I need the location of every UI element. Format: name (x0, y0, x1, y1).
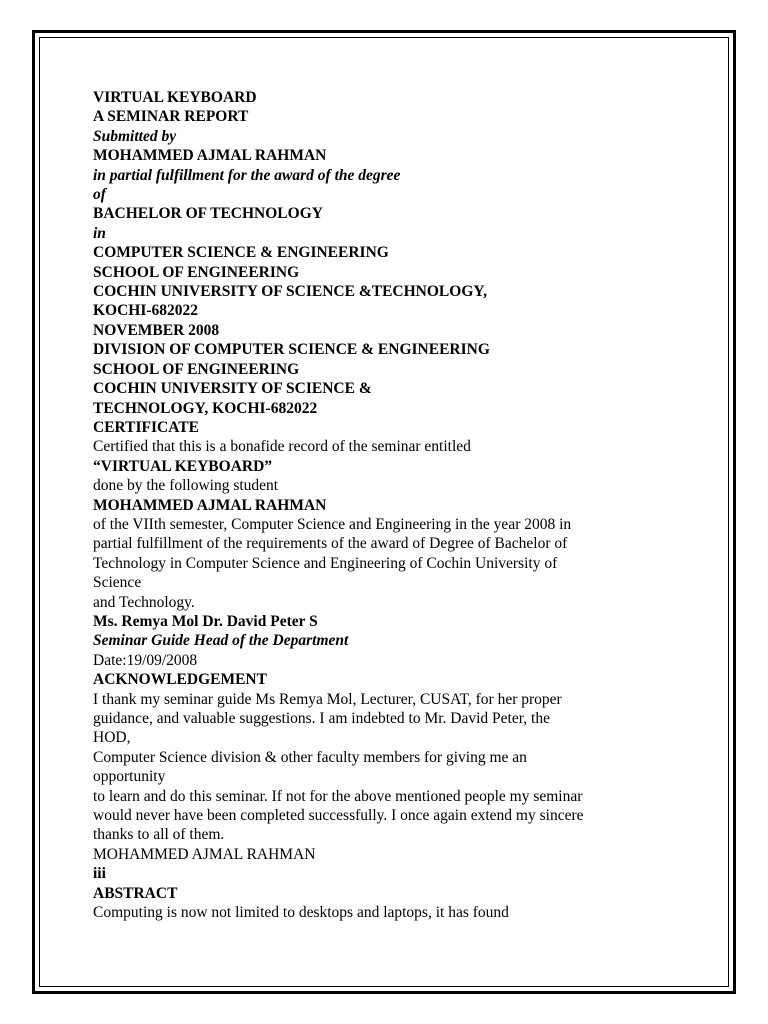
university-line-2: KOCHI-682022 (93, 302, 199, 320)
fulfillment-line: in partial fulfillment for the award of the degree (93, 166, 401, 184)
university2-line-1: COCHIN UNIVERSITY OF SCIENCE & (93, 380, 372, 398)
certificate-body-line: Technology in Computer Science and Engineering of Cochin University of (93, 554, 558, 572)
certificate-student: MOHAMMED AJMAL RAHMAN (93, 496, 327, 514)
acknowledgement-line: thanks to all of them. (93, 826, 225, 844)
acknowledgement-line: to learn and do this seminar. If not for the above mentioned people my seminar (93, 787, 583, 805)
certificate-intro: Certified that this is a bonafide record of the seminar entitled (93, 438, 471, 456)
certificate-body-line: partial fulfillment of the requirements of the award of Degree of Bachelor of (93, 535, 568, 553)
abstract-heading: ABSTRACT (93, 884, 178, 902)
certificate-signatory-roles: Seminar Guide Head of the Department (93, 632, 349, 650)
acknowledgement-line: opportunity (93, 768, 166, 786)
acknowledgement-heading: ACKNOWLEDGEMENT (93, 671, 267, 689)
document-body (93, 88, 683, 922)
division-name: DIVISION OF COMPUTER SCIENCE & ENGINEERING (93, 341, 490, 359)
certificate-body-line: Science (93, 574, 142, 592)
certificate-body-line: and Technology. (93, 593, 195, 611)
university-line-1: COCHIN UNIVERSITY OF SCIENCE &TECHNOLOGY, (93, 283, 488, 301)
report-title: VIRTUAL KEYBOARD (93, 89, 257, 106)
acknowledgement-line: Computer Science division & other faculty members for giving me an (93, 748, 527, 766)
school-name-2: SCHOOL OF ENGINEERING (93, 360, 300, 378)
branch-name: COMPUTER SCIENCE & ENGINEERING (93, 244, 389, 262)
certificate-body-line: of the VIIth semester, Computer Science and Engineering in the year 2008 in (93, 515, 572, 533)
abstract-first-line: Computing is now not limited to desktops and laptops, it has found (93, 904, 509, 922)
certificate-heading: CERTIFICATE (93, 418, 199, 436)
report-date: NOVEMBER 2008 (93, 321, 220, 339)
page-number: iii (93, 865, 106, 883)
certificate-done-by: done by the following student (93, 477, 279, 495)
of-label: of (93, 186, 106, 204)
acknowledgement-line: guidance, and valuable suggestions. I am indebted to Mr. David Peter, the (93, 710, 550, 727)
in-label: in (93, 224, 106, 242)
certificate-signatories: Ms. Remya Mol Dr. David Peter S (93, 612, 318, 630)
school-name: SCHOOL OF ENGINEERING (93, 263, 300, 281)
degree-name: BACHELOR OF TECHNOLOGY (93, 205, 323, 223)
certificate-seminar-title: “VIRTUAL KEYBOARD” (93, 457, 273, 475)
author-name: MOHAMMED AJMAL RAHMAN (93, 147, 327, 165)
acknowledgement-line: HOD, (93, 729, 131, 747)
acknowledgement-signed-name: MOHAMMED AJMAL RAHMAN (93, 845, 316, 863)
submitted-by-label: Submitted by (93, 127, 177, 145)
acknowledgement-line: would never have been completed successfully. I once again extend my sincere (93, 807, 584, 825)
certificate-date: Date:19/09/2008 (93, 651, 198, 669)
acknowledgement-line: I thank my seminar guide Ms Remya Mol, Lecturer, CUSAT, for her proper (93, 690, 562, 708)
university2-line-2: TECHNOLOGY, KOCHI-682022 (93, 399, 318, 417)
report-type: A SEMINAR REPORT (93, 108, 249, 126)
